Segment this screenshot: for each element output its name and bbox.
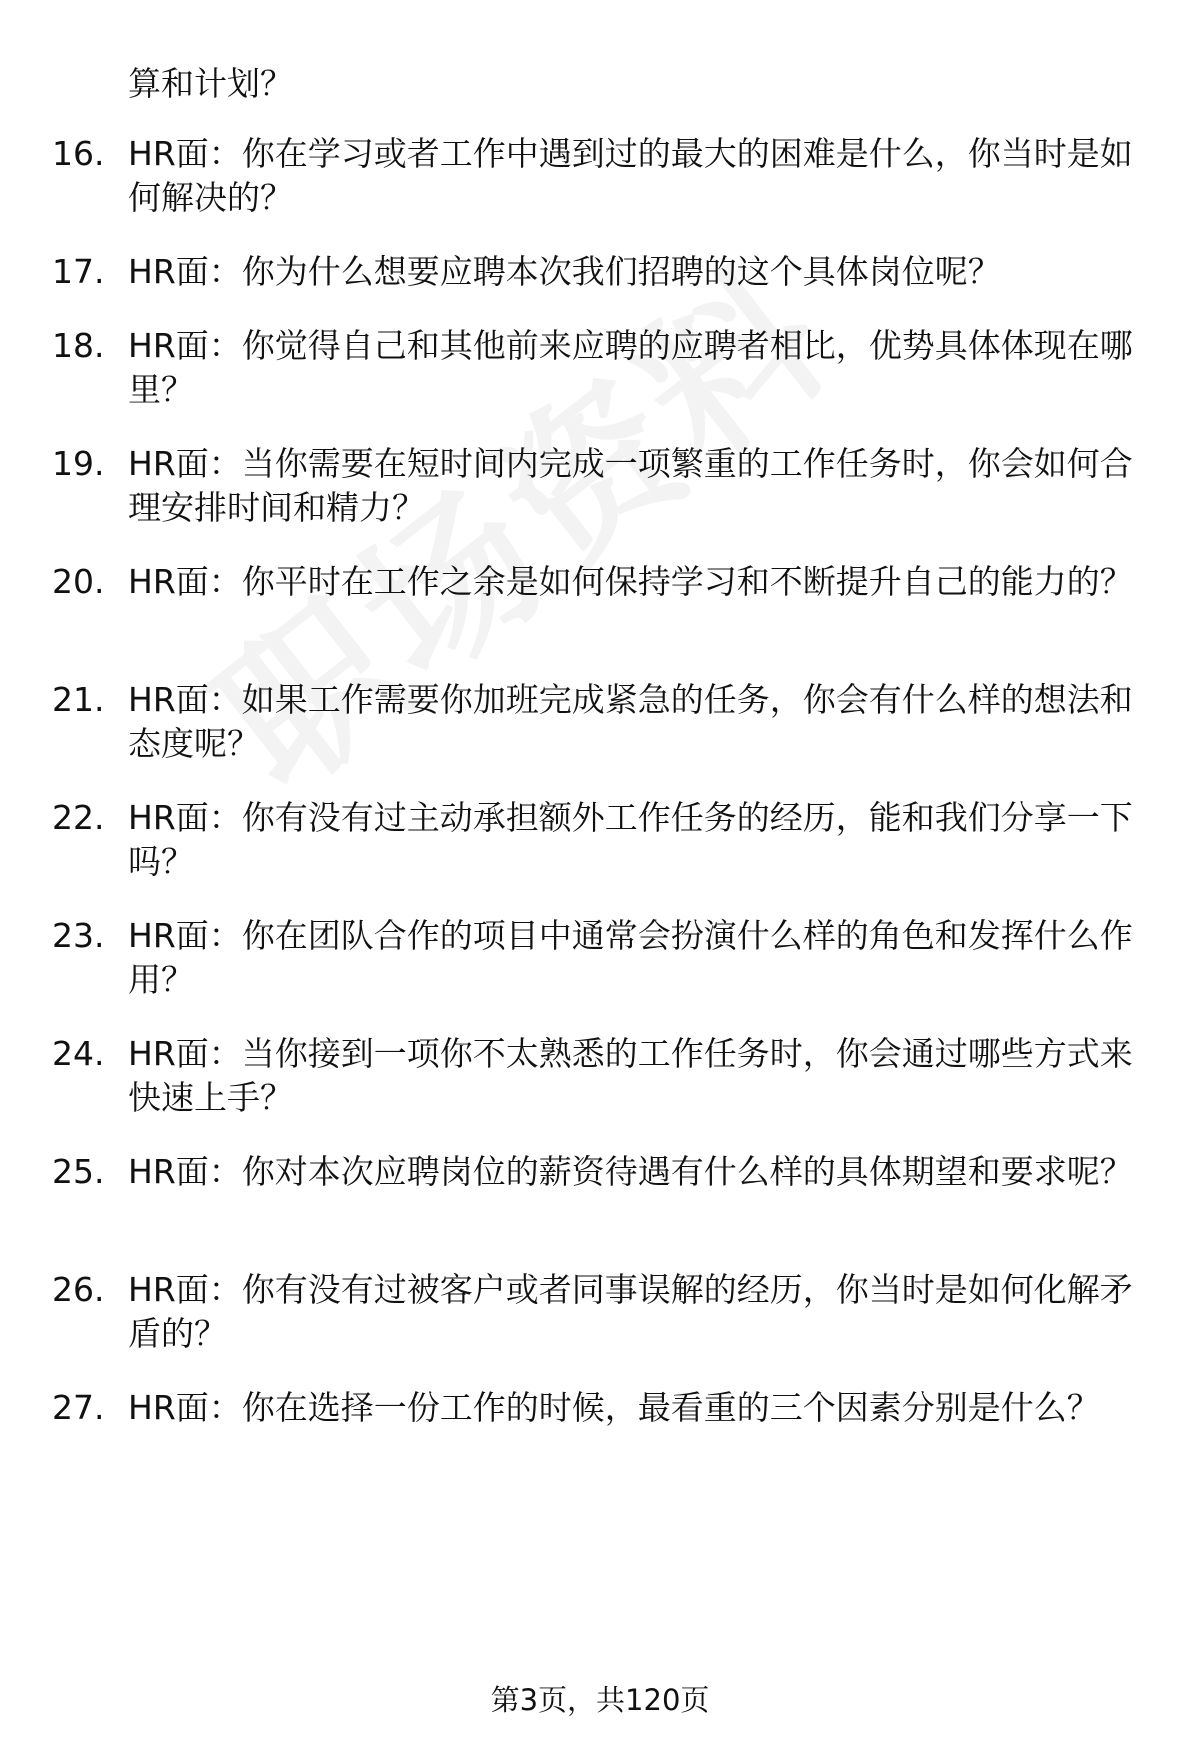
question-text: HR面：你为什么想要应聘本次我们招聘的这个具体岗位呢？ (128, 252, 1001, 291)
question-text: HR面：你觉得自己和其他前来应聘的应聘者相比，优势具体体现在哪里？ (128, 326, 1133, 409)
question-number: 17. (52, 252, 105, 291)
question-text: HR面：你在学习或者工作中遇到过的最大的困难是什么，你当时是如何解决的？ (128, 134, 1133, 217)
question-number: 24. (52, 1034, 105, 1073)
page-footer: 第3页，共120页 (490, 1683, 710, 1717)
question-text: HR面：你对本次应聘岗位的薪资待遇有什么样的具体期望和要求呢？ (128, 1152, 1133, 1191)
question-text: HR面：当你需要在短时间内完成一项繁重的工作任务时，你会如何合理安排时间和精力？ (128, 444, 1133, 527)
question-text: HR面：如果工作需要你加班完成紧急的任务，你会有什么样的想法和态度呢？ (128, 680, 1133, 763)
question-number: 25. (52, 1152, 105, 1191)
question-text: HR面：你在团队合作的项目中通常会扮演什么样的角色和发挥什么作用？ (128, 916, 1133, 999)
question-number: 20. (52, 562, 105, 601)
question-number: 19. (52, 444, 105, 483)
question-number: 26. (52, 1270, 105, 1309)
question-number: 21. (52, 680, 105, 719)
question-text: HR面：当你接到一项你不太熟悉的工作任务时，你会通过哪些方式来快速上手？ (128, 1034, 1133, 1117)
question-text: HR面：你有没有过主动承担额外工作任务的经历，能和我们分享一下吗？ (128, 798, 1133, 881)
question-text: HR面：你有没有过被客户或者同事误解的经历，你当时是如何化解矛盾的？ (128, 1270, 1133, 1353)
question-number: 23. (52, 916, 105, 955)
question-number: 16. (52, 134, 105, 173)
question-number: 22. (52, 798, 105, 837)
question-number: 27. (52, 1388, 105, 1427)
question-text: HR面：你在选择一份工作的时候，最看重的三个因素分别是什么？ (128, 1388, 1100, 1427)
question-text: HR面：你平时在工作之余是如何保持学习和不断提升自己的能力的？ (128, 562, 1133, 601)
continued-question-text: 算和计划？ (128, 64, 293, 103)
question-number: 18. (52, 326, 105, 365)
